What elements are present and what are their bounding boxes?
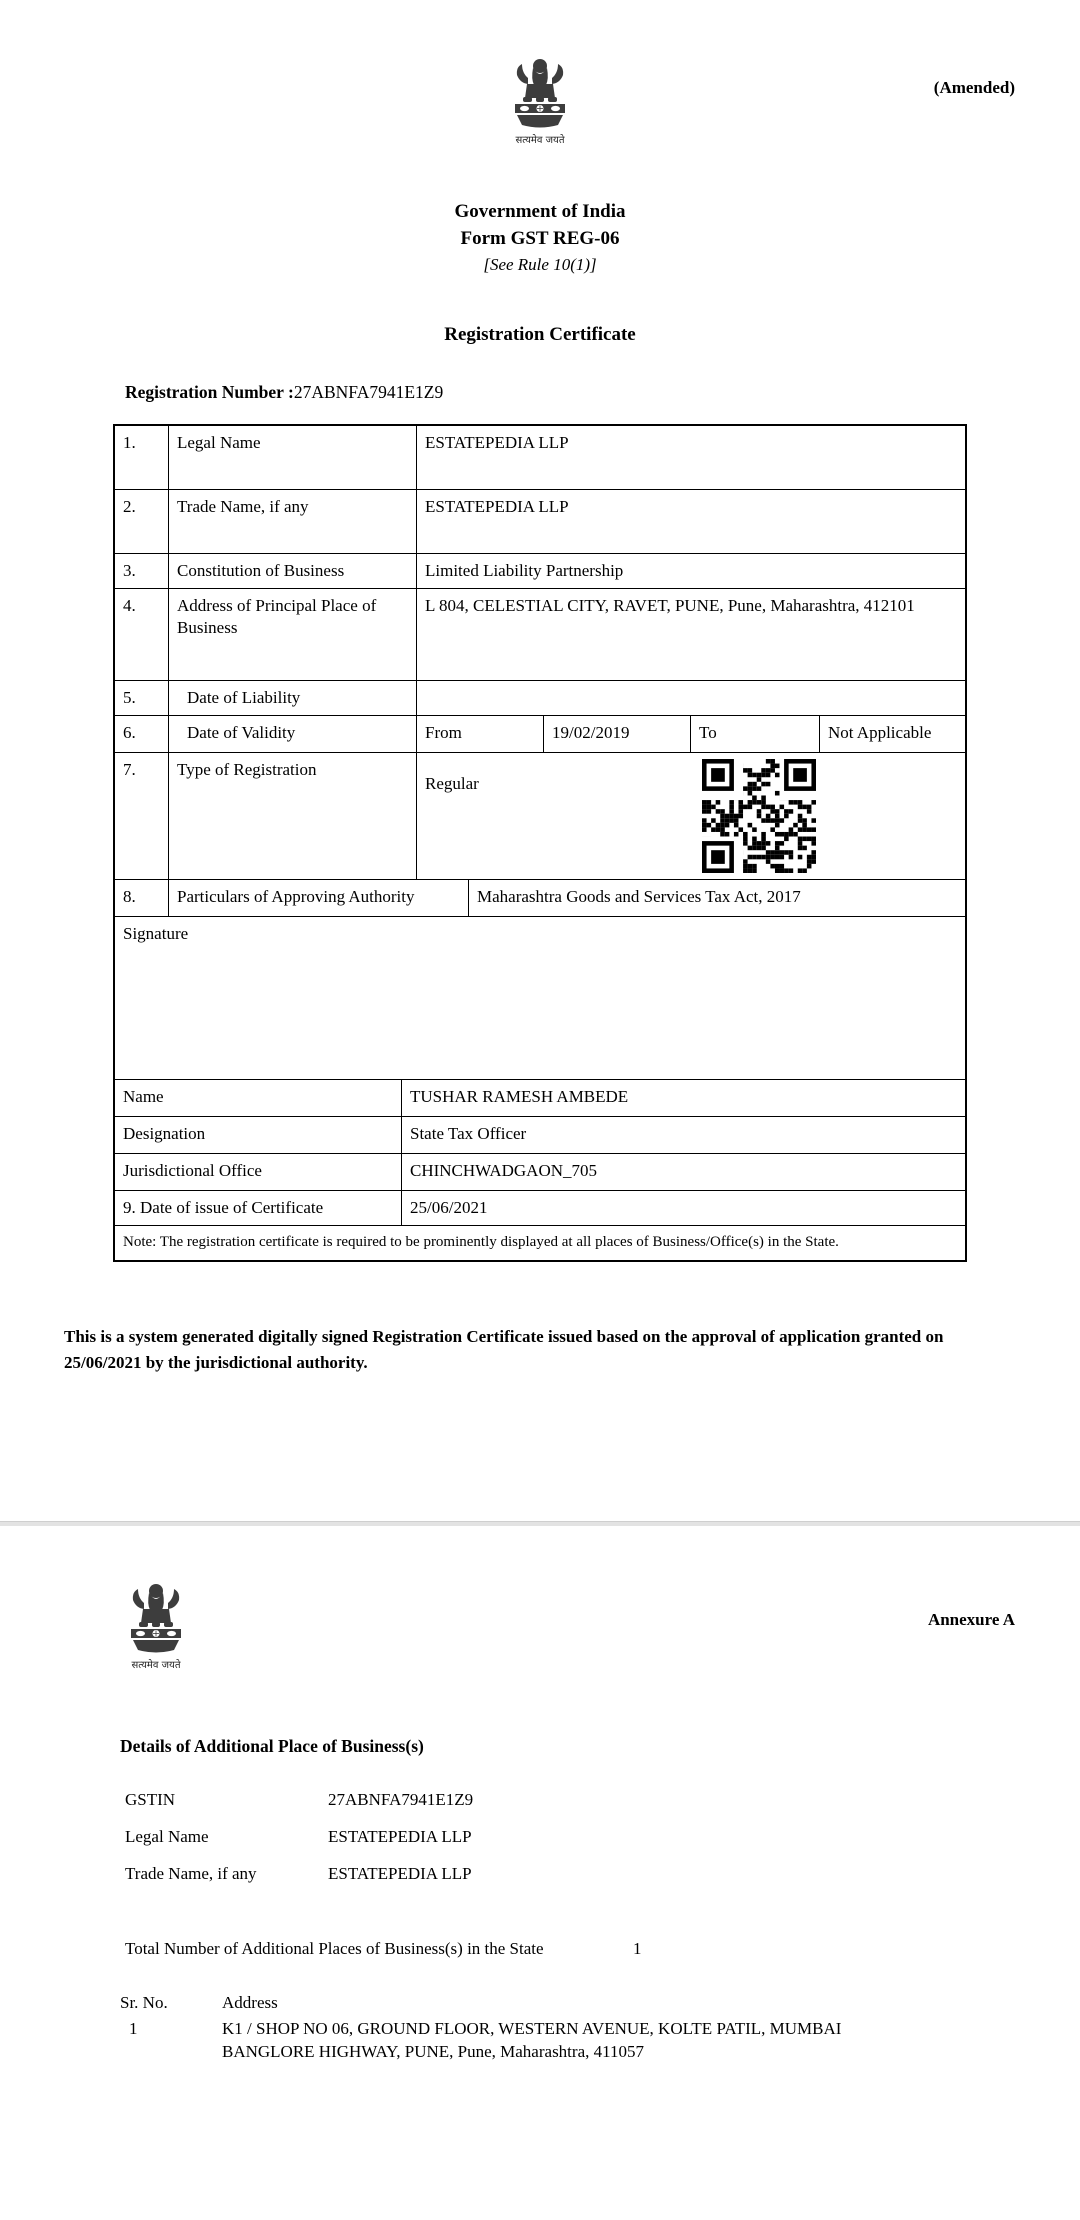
total-label: Total Number of Additional Places of Business(s) in the State (125, 1939, 544, 1958)
emblem-caption: सत्यमेव जयते (131, 1660, 181, 1671)
row-value (417, 681, 965, 715)
annexure-page (0, 1526, 1080, 2220)
row-value: L 804, CELESTIAL CITY, RAVET, PUNE, Pune, Maharashtra, 412101 (425, 596, 915, 615)
field-value: ESTATEPEDIA LLP (328, 1864, 472, 1883)
row-number: 1. (115, 426, 169, 489)
registration-type-value: Regular (425, 774, 479, 793)
row-label: Particulars of Approving Authority (169, 880, 469, 916)
registration-number-label: Registration Number : (125, 382, 294, 402)
certificate-title: Registration Certificate (444, 324, 636, 345)
registration-type-cell (417, 753, 965, 879)
row-value: State Tax Officer (410, 1124, 527, 1143)
annexure-title: Annexure A (927, 1610, 1015, 1629)
registration-number-line (125, 381, 1080, 404)
national-emblem (120, 1582, 192, 1673)
table-row-constitution (115, 554, 965, 589)
row-number: 2. (115, 490, 169, 553)
display-note: Note: The registration certificate is required to be prominently displayed at all places of Business/Office(s) in the State. (123, 1234, 839, 1250)
emblem-caption: सत्यमेव जयते (515, 135, 565, 146)
government-title: Government of India (454, 201, 626, 222)
table-row-date-of-liability (115, 681, 965, 716)
row-label: Type of Registration (169, 753, 417, 879)
signature-label: Signature (123, 924, 189, 943)
total-value: 1 (633, 1939, 642, 1958)
trade-name-row (125, 1863, 1080, 1884)
system-generated-note: This is a system generated digitally signed Registration Certificate issued based on the approval of application granted on 25/06/2021 by the jurisdictional authority. (64, 1327, 944, 1372)
validity-from-label: From (417, 716, 544, 752)
row-value: Limited Liability Partnership (425, 561, 624, 580)
sr-no-value: 1 (129, 2019, 138, 2038)
field-label: Legal Name (125, 1827, 209, 1846)
form-name: Form GST REG-06 (460, 228, 620, 249)
row-label: Name (115, 1080, 402, 1116)
address-value: K1 / SHOP NO 06, GROUND FLOOR, WESTERN AVENUE, KOLTE PATIL, MUMBAI BANGLORE HIGHWAY, PUNE, Pune, Maharashtra, 411057 (222, 2019, 842, 2061)
address-list-item (129, 2017, 1080, 2063)
row-number: 5. (115, 681, 169, 715)
row-label: Designation (115, 1117, 402, 1153)
field-value: ESTATEPEDIA LLP (328, 1827, 472, 1846)
validity-to-value: Not Applicable (828, 723, 932, 742)
row-label: Date of Liability (169, 681, 417, 715)
ashoka-emblem-icon (124, 1582, 188, 1656)
row-label: Trade Name, if any (169, 490, 417, 553)
address-list-header (120, 1992, 1080, 2013)
row-number: 8. (115, 880, 169, 916)
amended-label: (Amended) (933, 78, 1015, 97)
row-value: ESTATEPEDIA LLP (425, 497, 569, 516)
address-header: Address (222, 1993, 278, 2012)
table-row-date-of-validity (115, 716, 965, 753)
row-number: 6. (115, 716, 169, 752)
table-row-trade-name (115, 490, 965, 554)
row-label: Date of Validity (169, 716, 417, 752)
table-row-approving-authority (115, 880, 965, 917)
row-value: CHINCHWADGAON_705 (410, 1161, 597, 1180)
row-value: ESTATEPEDIA LLP (425, 433, 569, 452)
annexure-heading: Details of Additional Place of Business(s) (120, 1736, 424, 1756)
qr-code (702, 759, 816, 873)
table-row-signature (115, 917, 965, 1080)
row-label: Legal Name (169, 426, 417, 489)
field-label: GSTIN (125, 1790, 176, 1809)
field-label: Trade Name, if any (125, 1864, 257, 1883)
row-label: 9. Date of issue of Certificate (115, 1191, 402, 1225)
total-additional-places-row (125, 1938, 1080, 1959)
validity-from-value: 19/02/2019 (544, 716, 691, 752)
row-value: TUSHAR RAMESH AMBEDE (410, 1087, 629, 1106)
row-label: Constitution of Business (169, 554, 417, 588)
row-label: Address of Principal Place of Business (169, 589, 417, 680)
row-value: Maharashtra Goods and Services Tax Act, 2017 (477, 887, 801, 906)
gstin-row (125, 1789, 1080, 1810)
registration-number-value: 27ABNFA7941E1Z9 (293, 382, 444, 402)
row-label: Jurisdictional Office (115, 1154, 402, 1190)
validity-to-label: To (691, 716, 820, 752)
table-row-principal-address (115, 589, 965, 681)
field-value: 27ABNFA7941E1Z9 (328, 1790, 474, 1809)
row-number: 3. (115, 554, 169, 588)
ashoka-emblem-icon (508, 57, 572, 131)
row-value: 25/06/2021 (410, 1198, 488, 1217)
row-number: 7. (115, 753, 169, 879)
legal-name-row (125, 1826, 1080, 1847)
rule-reference: [See Rule 10(1)] (483, 255, 597, 274)
table-row-designation (115, 1117, 965, 1154)
national-emblem (0, 57, 1080, 148)
table-row-note (115, 1226, 965, 1260)
table-row-type-of-registration (115, 753, 965, 880)
table-row-legal-name (115, 426, 965, 490)
row-number: 4. (115, 589, 169, 680)
sr-no-header: Sr. No. (120, 1993, 168, 2012)
table-row-name (115, 1080, 965, 1117)
table-row-jurisdictional-office (115, 1154, 965, 1191)
table-row-date-of-issue (115, 1191, 965, 1226)
certificate-table (113, 424, 967, 1262)
